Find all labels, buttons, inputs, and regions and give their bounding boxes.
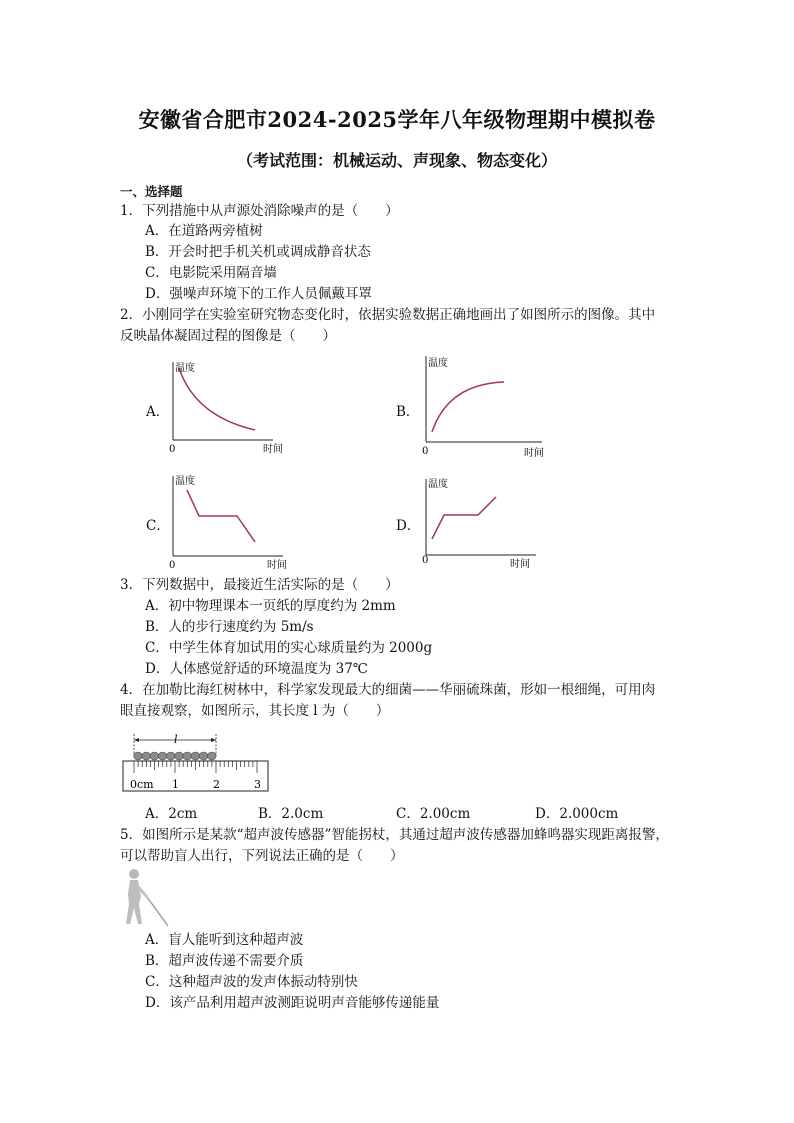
q5-stem-line2: 可以帮助盲人出行，下列说法正确的是（ ） <box>120 848 404 864</box>
q2-graph-c <box>165 472 295 572</box>
q4-ruler-figure <box>120 728 275 796</box>
q5-stem-line1: 5．如图所示是某款“超声波传感器”智能拐杖，其通过超声波传感器加蜂鸣器实现距离报警， <box>120 827 669 843</box>
q3-option-b: B．人的步行速度约为 5m/s <box>145 619 314 635</box>
q2-graph-c-ylabel: 温度 <box>175 476 195 487</box>
q2-graph-c-origin: 0 <box>169 560 176 571</box>
q2-graph-d-xlabel: 时间 <box>510 559 530 570</box>
q2-graph-b-origin: 0 <box>422 446 429 457</box>
q1-option-a: A．在道路两旁植树 <box>145 223 263 239</box>
bacterium-bead <box>142 752 151 760</box>
blind-person-cane-figure <box>118 866 173 928</box>
q4-stem-line1: 4．在加勒比海红树林中，科学家发现最大的细菌——华丽硫珠菌，形如一根细绳，可用肉 <box>120 682 656 698</box>
q4-length-symbol: l <box>174 733 178 746</box>
q4-tick-0: 0cm <box>130 778 154 791</box>
q3-option-a: A．初中物理课本一页纸的厚度约为 2mm <box>145 598 396 614</box>
q4-tick-2: 2 <box>213 778 220 791</box>
q2-graph-b-label: B． <box>396 404 420 420</box>
q4-option-d: D．2.000cm <box>535 806 619 822</box>
q2-graph-c-xlabel: 时间 <box>267 560 287 571</box>
q3-option-d: D．人体感觉舒适的环境温度为 37℃ <box>145 661 368 677</box>
q2-graph-b-curve <box>432 382 504 432</box>
q2-graph-d-ylabel: 温度 <box>428 479 448 490</box>
q2-graph-a <box>165 358 295 458</box>
q4-option-c: C．2.00cm <box>396 806 471 822</box>
q2-graph-d-curve <box>432 497 496 539</box>
q5-option-b: B．超声波传递不需要介质 <box>145 953 304 969</box>
q5-option-d: D．该产品利用超声波测距说明声音能够传递能量 <box>145 995 440 1011</box>
bacterium-bead <box>150 752 159 760</box>
q2-graph-d <box>418 475 558 573</box>
bacterium-bead <box>183 752 192 760</box>
bacterium-bead <box>191 752 200 760</box>
q4-option-b: B．2.0cm <box>258 806 324 822</box>
q5-option-a: A．盲人能听到这种超声波 <box>145 932 304 948</box>
bacterium-bead <box>167 752 176 760</box>
bacterium-bead <box>134 752 143 760</box>
q1-option-d: D．强噪声环境下的工作人员佩戴耳罩 <box>145 286 372 302</box>
q2-graph-d-label: D． <box>396 518 421 534</box>
q2-stem-line2: 反映晶体凝固过程的图像是（ ） <box>120 328 336 344</box>
q1-stem: 1．下列措施中从声源处消除噪声的是（ ） <box>120 203 399 219</box>
q2-graph-a-origin: 0 <box>169 444 176 455</box>
bacterium-bead <box>208 752 217 760</box>
q3-option-c: C．中学生体育加试用的实心球质量约为 2000g <box>145 640 433 656</box>
q4-stem-line2: 眼直接观察，如图所示，其长度 l 为（ ） <box>120 703 390 719</box>
q2-graph-a-ylabel: 温度 <box>175 363 195 374</box>
q2-graph-a-curve <box>179 368 255 430</box>
q1-option-b: B．开会时把手机关机或调成静音状态 <box>145 244 371 260</box>
bacterium-bead <box>158 752 167 760</box>
q4-tick-1: 1 <box>172 778 179 791</box>
q2-graph-c-label: C． <box>146 518 170 534</box>
q2-graph-a-xlabel: 时间 <box>263 444 283 455</box>
q3-stem: 3．下列数据中，最接近生活实际的是（ ） <box>120 577 399 593</box>
q2-graph-b-xlabel: 时间 <box>524 448 544 459</box>
bacterium-bead <box>199 752 208 760</box>
q2-stem-line1: 2．小刚同学在实验室研究物态变化时，依据实验数据正确地画出了如图所示的图像。其中 <box>120 307 656 323</box>
q1-option-c: C．电影院采用隔音墙 <box>145 265 277 281</box>
q2-graph-a-label: A． <box>146 404 170 420</box>
q5-option-c: C．这种超声波的发声体振动特别快 <box>145 974 358 990</box>
section-heading: 一、选择题 <box>120 184 183 199</box>
bacterium-bead <box>175 752 184 760</box>
q2-graph-b <box>418 352 558 462</box>
q2-graph-c-curve <box>187 490 255 542</box>
q2-graph-b-ylabel: 温度 <box>428 358 448 369</box>
q4-option-a: A．2cm <box>145 806 198 822</box>
q2-graph-d-origin: 0 <box>422 555 429 566</box>
exam-subtitle: （考试范围：机械运动、声现象、物态变化） <box>236 151 557 170</box>
exam-title: 安徽省合肥市2024-2025学年八年级物理期中模拟卷 <box>138 107 656 132</box>
bacterium-chain <box>134 752 216 760</box>
q4-tick-3: 3 <box>254 778 261 791</box>
